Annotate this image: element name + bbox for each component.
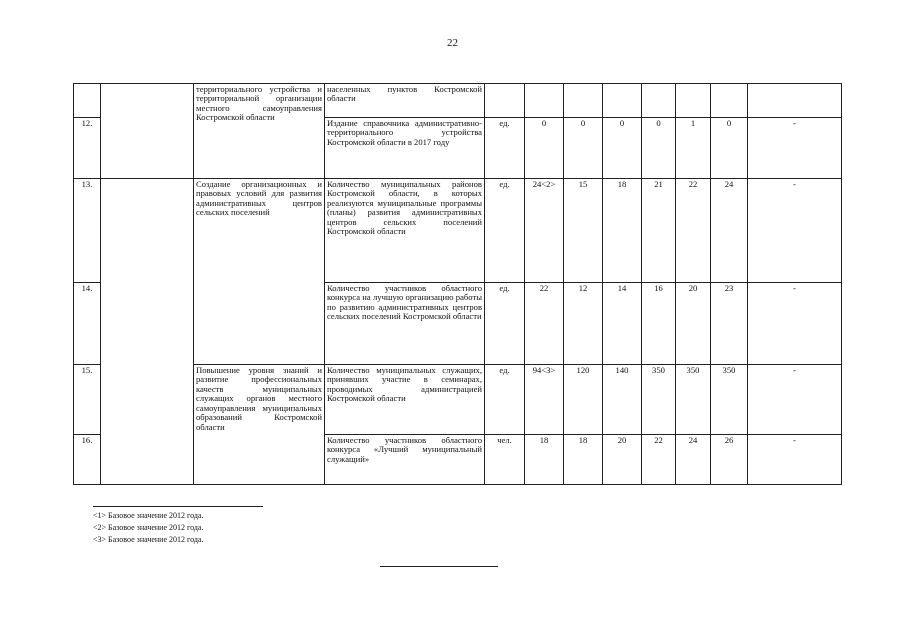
value-cell <box>711 84 748 118</box>
value-cell: 23 <box>711 283 748 365</box>
program-cell <box>101 84 194 179</box>
row-number: 15. <box>74 365 101 435</box>
value-cell: 18 <box>525 435 564 485</box>
footnote-divider <box>93 506 263 507</box>
value-cell: 15 <box>564 179 603 283</box>
footnote: <3> Базовое значение 2012 года. <box>93 535 204 544</box>
end-divider <box>380 566 498 567</box>
unit-cell <box>485 84 525 118</box>
value-cell: 22 <box>525 283 564 365</box>
value-cell: 0 <box>603 118 642 179</box>
table-row <box>74 179 842 283</box>
value-cell: 350 <box>676 365 711 435</box>
value-cell <box>525 84 564 118</box>
activity-cell: территориального устройства и территориальной организации местного самоуправления Костромской области <box>194 84 325 179</box>
value-cell: 0 <box>525 118 564 179</box>
footnote: <2> Базовое значение 2012 года. <box>93 523 204 532</box>
note-cell: - <box>748 283 842 365</box>
page-number: 22 <box>447 37 458 49</box>
activity-cell: Повышение уровня знаний и развитие профессиональных качеств муниципальных служащих органов местного самоуправления муниципальных образований Костромской области <box>194 365 325 485</box>
row-number: 13. <box>74 179 101 283</box>
unit-cell: ед. <box>485 118 525 179</box>
value-cell: 0 <box>642 118 676 179</box>
value-cell: 140 <box>603 365 642 435</box>
note-cell: - <box>748 179 842 283</box>
value-cell: 22 <box>642 435 676 485</box>
value-cell: 12 <box>564 283 603 365</box>
value-cell: 24 <box>676 435 711 485</box>
unit-cell: ед. <box>485 365 525 435</box>
indicator-cell: Издание справочника административно-территориального устройства Костромской области в 2017 году <box>325 118 485 179</box>
value-cell: 20 <box>603 435 642 485</box>
note-cell <box>748 84 842 118</box>
value-cell: 24 <box>711 179 748 283</box>
value-cell: 0 <box>564 118 603 179</box>
value-cell: 26 <box>711 435 748 485</box>
indicator-cell: Количество участников областного конкурса на лучшую организацию работы по развитию административных центров сельских поселений Костромской области <box>325 283 485 365</box>
indicator-cell: Количество муниципальных служащих, принявших участие в семинарах, проводимых администрацией Костромской области <box>325 365 485 435</box>
value-cell: 24<2> <box>525 179 564 283</box>
indicator-cell: Количество муниципальных районов Костромской области, в которых реализуются муниципальные программы (планы) развития административных центров сельских поселений Костромской области <box>325 179 485 283</box>
value-cell: 94<3> <box>525 365 564 435</box>
value-cell: 350 <box>642 365 676 435</box>
value-cell <box>676 84 711 118</box>
row-number: 12. <box>74 118 101 179</box>
footnote: <1> Базовое значение 2012 года. <box>93 511 204 520</box>
row-number <box>74 84 101 118</box>
program-cell <box>101 179 194 485</box>
row-number: 16. <box>74 435 101 485</box>
unit-cell: ед. <box>485 179 525 283</box>
note-cell: - <box>748 365 842 435</box>
value-cell: 120 <box>564 365 603 435</box>
activity-cell: Создание организационных и правовых условий для развития административных центров сельских поселений <box>194 179 325 365</box>
value-cell: 21 <box>642 179 676 283</box>
unit-cell: ед. <box>485 283 525 365</box>
footnotes <box>93 510 203 546</box>
value-cell <box>642 84 676 118</box>
value-cell: 350 <box>711 365 748 435</box>
value-cell: 20 <box>676 283 711 365</box>
value-cell: 18 <box>603 179 642 283</box>
note-cell: - <box>748 118 842 179</box>
value-cell: 22 <box>676 179 711 283</box>
value-cell: 1 <box>676 118 711 179</box>
value-cell: 18 <box>564 435 603 485</box>
value-cell <box>564 84 603 118</box>
value-cell: 16 <box>642 283 676 365</box>
note-cell: - <box>748 435 842 485</box>
indicators-table <box>73 83 842 485</box>
unit-cell: чел. <box>485 435 525 485</box>
table-row <box>74 84 842 118</box>
row-number: 14. <box>74 283 101 365</box>
indicator-cell: Количество участников областного конкурса «Лучший муниципальный служащий» <box>325 435 485 485</box>
value-cell: 14 <box>603 283 642 365</box>
value-cell <box>603 84 642 118</box>
value-cell: 0 <box>711 118 748 179</box>
indicator-cell: населенных пунктов Костромской области <box>325 84 485 118</box>
